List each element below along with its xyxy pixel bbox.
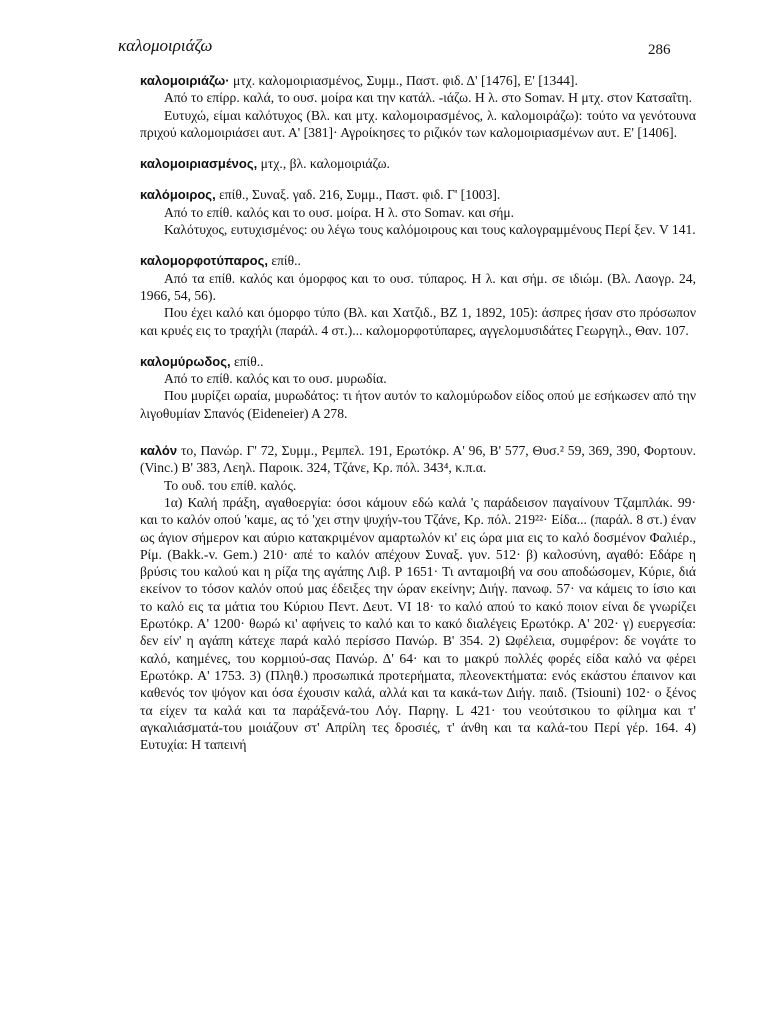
entry-lemma: καλομύρωδος, xyxy=(140,353,231,369)
entry-lemma: καλόμοιρος, xyxy=(140,187,216,203)
entry-etymology: Από τα επίθ. καλός και όμορφος και το ουσ. τύπαρος. Η λ. και σήμ. σε ιδιώμ. (Βλ. Λαογρ. 24, 1966, 54, 56). xyxy=(140,270,696,303)
page-number: 286 xyxy=(648,42,671,58)
entry-etymology: Από το επίθ. καλός και το ουσ. μοίρα. Η λ. στο Somav. και σήμ. xyxy=(164,204,515,220)
entry-grammar: μτχ. καλομοιριασμένος, Συμμ., Παστ. φιδ. Δ' [1476], Ε' [1344]. xyxy=(232,73,578,88)
entry-etymology: Από το επίρρ. καλά, το ουσ. μοίρα και την κατάλ. -ιάζω. Η λ. στο Somav. Η μτχ. στον Κατσαΐτη. xyxy=(164,90,693,106)
entry-lemma: καλομοιριάζω· xyxy=(140,73,230,88)
entry-definition: Ευτυχώ, είμαι καλότυχος (Βλ. και μτχ. καλομοιρασμένος, λ. καλομοιράζω): τούτο να γενότουνα πριχού καλομοιριάσει αυτ. Α' [381]· Αγροίκησες το ριζικόν των καλομοιριασμένων αυτ. Ε' [1406]. xyxy=(140,107,696,140)
entry-definition: 1α) Καλή πράξη, αγαθοεργία: όσοι κάμουν εδώ καλά 'ς παράδεισον παγαίνουν Τζαμπλάκ. 99· και το καλόν οπού 'καμε, ας τό 'χει στην ψυχήν-του Τζάνε, Κρ. πόλ. 219²²· Είδα... (παράλ. 8 στ.) έναν ως άγιον σήμερον και αύριο κατακριμένον αμαρτωλόν κι' εις ώρα μια εις το καλό δοσμένον Φαλιέρ., Ρίμ. (Bakk.-v. Gem.) 210· απέ το καλόν απέχουν Συναξ. γυν. 512· β) καλοσύνη, αγαθό: Εδάρε η βρύσις του καλού και η ρίζα της αγάπης Λιβ. Ρ 1651· Τι ανταμοιβή να σου αποδώσομεν, Κύριε, διά εκείνον το τόσον καλόν οπού μας έδειξες την ώραν εκείνην; Διήγ. πανωφ. 57· να κάμεις το ίσιο και το καλό εις τα μάτια του Κύριου Πεντ. Δευτ. VI 18· το καλό απού το κακό ποιον είναι δε γνωρίζει Ερωτόκρ. Α' 1200· θωρώ κι' αφήνεις το καλό και το κακό διαλέγεις Ερωτόκρ. Α' 202· γ) ευεργεσία: δεν είν' η αγάπη κάτεχε παρά καλό περίσσο Πανώρ. Β' 354. 2) Ωφέλεια, συμφέρον: δε νογάτε το καλό, καημένες, του κορμιού-σας Πανώρ. Δ' 64· και το μακρύ πολλές φορές είδα καλό να φέρει Ερωτόκρ. Α' 1753. 3) (Πληθ.) προσωπικά προτερήματα, πλεονεκτήματα: ενός εκάστου έπαινον και καθενός τον ψόγον και όσα έχουσιν καλά, αλλά και τα κακά-των Διήγ. παιδ. (Tsiouni) 102· ο ξένος τα είχεν τα καλά και τα παράξενά-του Λόγ. Παρηγ. L 421· του νεούτσικου το φίλημα και τ' αγκαλιάσματά-του μοιάζουν στ' Απρίλη τες δροσιές, τ' άνθη και τα καλά-του Περί γέρ. 164. 4) Ευτυχία: Η ταπεινή xyxy=(140,494,696,753)
entry-grammar: το, Πανώρ. Γ' 72, Συμμ., Ρεμπελ. 191, Ερωτόκρ. Α' 96, Β' 577, Θυσ.² 59, 369, 390, Φορτουν. (Vinc.) Β' 383, Λεηλ. Παροικ. 324, Τζάνε, Κρ. πόλ. 343⁴, κ.π.α. xyxy=(140,443,696,476)
entry-definition: Που έχει καλό και όμορφο τύπο (Βλ. και Χατζιδ., ΒΖ 1, 1892, 105): άσπρες ήσαν στο πρόσωπον και κρυές εις το τραχήλι (παράλ. 4 στ.)... καλομορφοτύπαρες, αγγελομυσιδάτες Γεωργηλ., Θαν. 107. xyxy=(140,305,696,338)
entry-kalomorfotyparos xyxy=(140,252,696,338)
running-head: καλομοιριάζω xyxy=(118,36,213,55)
entry-grammar: μτχ., βλ. καλομοιριάζω. xyxy=(260,156,390,172)
entry-lemma: καλομορφοτύπαρος, xyxy=(140,253,268,269)
entry-etymology: Από το επίθ. καλός και το ουσ. μυρωδία. xyxy=(164,371,387,387)
entry-definition: Που μυρίζει ωραία, μυρωδάτος: τι ήτον αυτόν το καλομύρωδον είδος οπού με εσήκωσεν από την λιγοθυμίαν Σπανός (Eideneier) Α 278. xyxy=(140,388,696,421)
entry-grammar: επίθ.. xyxy=(233,353,264,369)
entry-lemma: καλομοιριασμένος, xyxy=(140,156,258,172)
entry-kalomoiriazo xyxy=(140,72,696,141)
entry-lemma: καλόν xyxy=(140,443,178,459)
entry-definition: Καλότυχος, ευτυχισμένος: ου λέγω τους καλόμοιρους και τους καλογραμμένους Περί ξεν. V 141. xyxy=(164,222,696,238)
entry-kalomyrodos xyxy=(140,353,696,422)
entry-kalomoiros xyxy=(140,186,696,238)
entry-grammar: επίθ.. xyxy=(271,253,301,269)
entry-etymology: Το ουδ. του επίθ. καλός. xyxy=(164,477,297,493)
entry-kalomoiriasmenos xyxy=(140,155,696,172)
entry-kalon xyxy=(140,442,696,753)
page-body xyxy=(140,72,696,753)
entry-grammar: επίθ., Συναξ. γαδ. 216, Συμμ., Παστ. φιδ. Γ' [1003]. xyxy=(219,187,501,203)
